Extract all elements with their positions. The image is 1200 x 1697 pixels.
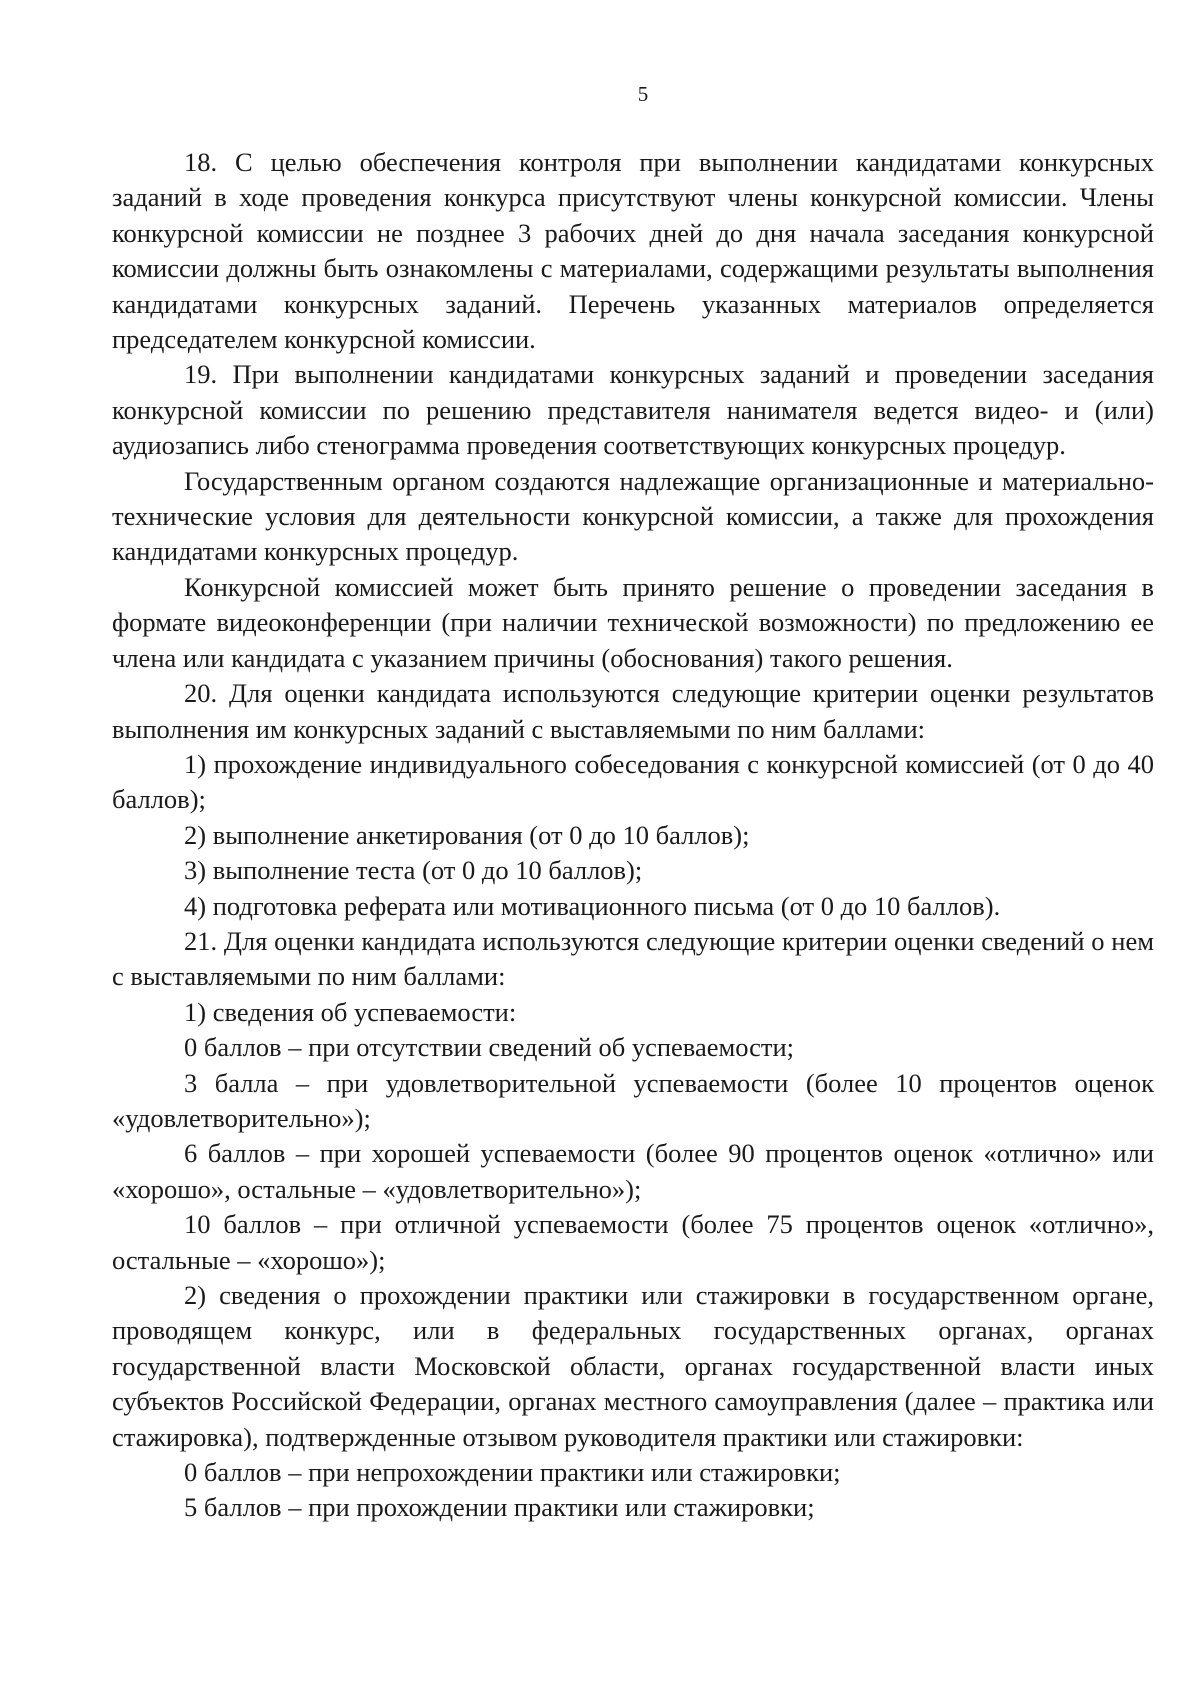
list-item-21-1: 1) сведения об успеваемости: bbox=[184, 996, 517, 1027]
list-item-20-1: 1) прохождение индивидуального собеседования с конкурсной комиссией (от 0 до 40 баллов); bbox=[112, 748, 1154, 815]
score-item-10: 10 баллов – при отличной успеваемости (более 75 процентов оценок «отлично», остальные – «хорошо»); bbox=[112, 1209, 1154, 1275]
list-item-20-2: 2) выполнение анкетирования (от 0 до 10 баллов); bbox=[184, 819, 750, 850]
page-number: 5 bbox=[637, 82, 649, 106]
paragraph-21: 21. Для оценки кандидата используются следующие критерии оценки сведений о нем с выставляемыми по ним баллами: bbox=[112, 925, 1154, 992]
score-item-practice-0: 0 баллов – при непрохождении практики или стажировки; bbox=[184, 1457, 841, 1488]
list-item-20-3: 3) выполнение теста (от 0 до 10 баллов); bbox=[184, 855, 643, 886]
score-item-0: 0 баллов – при отсутствии сведений об успеваемости; bbox=[184, 1032, 795, 1063]
list-item-20-4: 4) подготовка реферата или мотивационного письма (от 0 до 10 баллов). bbox=[184, 890, 1001, 921]
score-item-3: 3 балла – при удовлетворительной успеваемости (более 10 процентов оценок «удовлетворительно»); bbox=[112, 1067, 1154, 1133]
paragraph-20: 20. Для оценки кандидата используются следующие критерии оценки результатов выполнения им конкурсных заданий с выставляемыми по ним баллами: bbox=[112, 678, 1154, 744]
paragraph-18: 18. С целью обеспечения контроля при выполнении кандидатами конкурсных заданий в ходе проведения конкурса присутствуют члены конкурсной комиссии. Члены конкурсной комиссии не позднее 3 рабочих дней до дня начала заседания конкурсной комиссии должны быть ознакомлены с материалами, содержащими результаты выполнения кандидатами конкурсных заданий. Перечень указанных материалов определяется председателем конкурсной комиссии. bbox=[112, 147, 1154, 355]
list-item-21-2: 2) сведения о прохождении практики или стажировки в государственном органе, проводящем конкурс, или в федеральных государственных органах, органах государственной власти Московской области, органах государственной власти иных субъектов Российской Федерации, органах местного самоуправления (далее – практика или стажировка), подтвержденные отзывом руководителя практики или стажировки: bbox=[112, 1280, 1154, 1452]
score-item-6: 6 баллов – при хорошей успеваемости (более 90 процентов оценок «отлично» или «хорошо», остальные – «удовлетворительно»); bbox=[112, 1138, 1154, 1204]
score-item-practice-5: 5 баллов – при прохождении практики или стажировки; bbox=[184, 1492, 815, 1523]
paragraph-19-videoconference: Конкурсной комиссией может быть принято решение о проведении заседания в формате видеоконференции (при наличии технической возможности) по предложению ее члена или кандидата с указанием причины (обоснования) такого решения. bbox=[112, 571, 1154, 673]
paragraph-19: 19. При выполнении кандидатами конкурсных заданий и проведении заседания конкурсной комиссии по решению представителя нанимателя ведется видео- и (или) аудиозапись либо стенограмма проведения соответствующих конкурсных процедур. bbox=[112, 359, 1154, 461]
paragraph-19-conditions: Государственным органом создаются надлежащие организационные и материально-технические условия для деятельности конкурсной комиссии, а также для прохождения кандидатами конкурсных процедур. bbox=[112, 465, 1154, 567]
